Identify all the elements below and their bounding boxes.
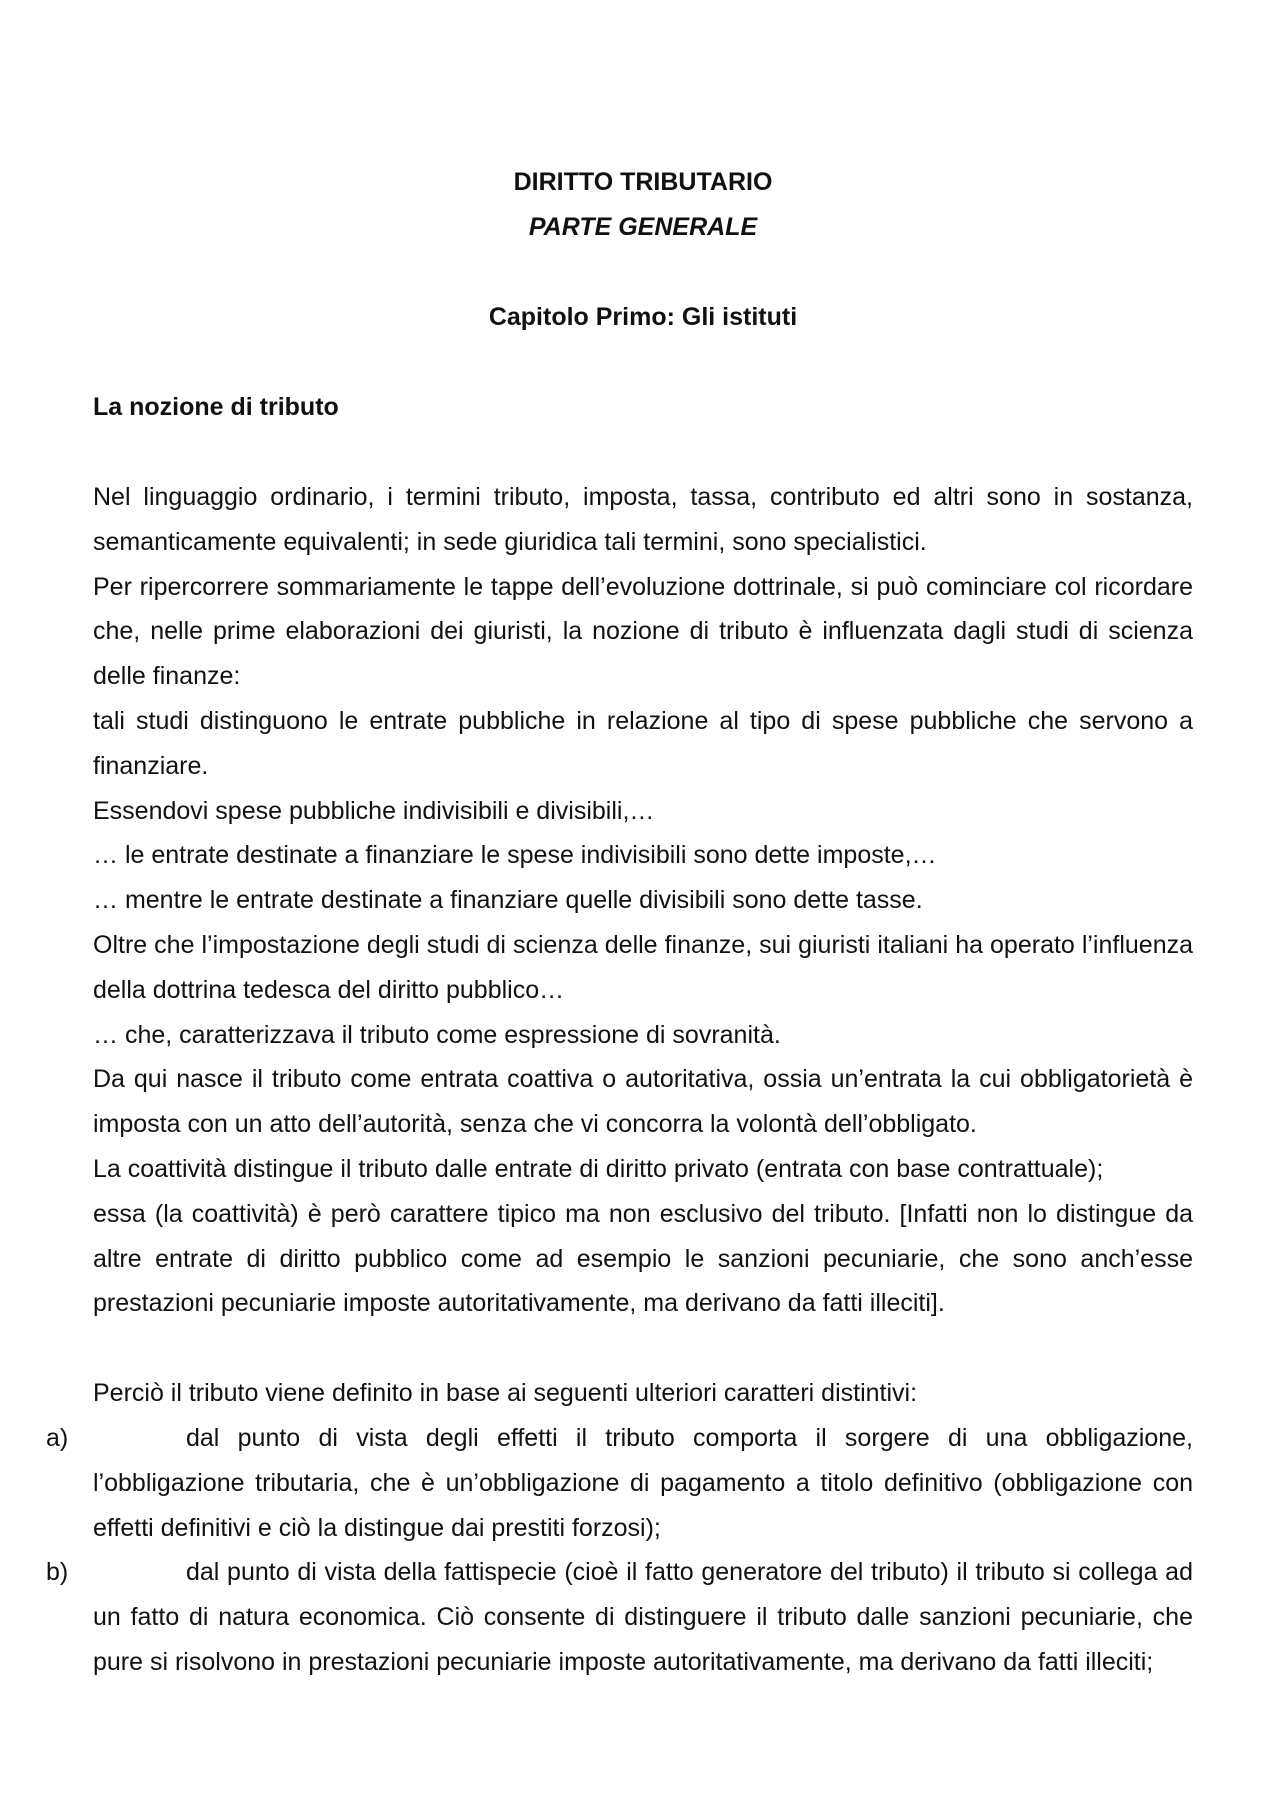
list-item-text: dal punto di vista della fattispecie (cioè il fatto generatore del tributo) il tributo si collega ad un fatto di natura economica. Ciò consente di distinguere il tributo dalle sanzioni pecuniarie, che pure si risolvono in prestazioni pecuniarie imposte autoritativamente, ma derivano da fatti illeciti; bbox=[93, 1558, 1193, 1676]
paragraph: Per ripercorrere sommariamente le tappe dell’evoluzione dottrinale, si può cominciare col ricordare che, nelle prime elaborazioni dei giuristi, la nozione di tributo è influenzata dagli studi di scienza delle finanze: bbox=[93, 572, 1193, 691]
paragraph: … che, caratterizzava il tributo come espressione di sovranità. bbox=[93, 1020, 781, 1049]
list-marker: a) bbox=[46, 1423, 69, 1452]
list-item bbox=[46, 1416, 1193, 1550]
chapter-heading: Capitolo Primo: Gli istituti bbox=[488, 303, 798, 331]
paragraph-spacer bbox=[93, 1326, 1193, 1371]
paragraph: Essendovi spese pubbliche indivisibili e divisibili,… bbox=[93, 796, 655, 825]
paragraph: … le entrate destinate a finanziare le spese indivisibili sono dette imposte,… bbox=[93, 841, 937, 870]
paragraph: tali studi distinguono le entrate pubbliche in relazione al tipo di spese pubbliche che servono a finanziare. bbox=[93, 706, 1193, 780]
document-title: DIRITTO TRIBUTARIO bbox=[513, 168, 773, 196]
paragraph: La coattività distingue il tributo dalle entrate di diritto privato (entrata con base contrattuale); bbox=[93, 1154, 1104, 1183]
document-body bbox=[46, 475, 1193, 1685]
list-marker: b) bbox=[46, 1558, 69, 1587]
paragraph: Oltre che l’impostazione degli studi di scienza delle finanze, sui giuristi italiani ha operato l’influenza della dottrina tedesca del diritto pubblico… bbox=[93, 930, 1193, 1004]
paragraph: Nel linguaggio ordinario, i termini tributo, imposta, tassa, contributo ed altri sono in sostanza, semanticamente equivalenti; in sede giuridica tali termini, sono specialistici. bbox=[93, 483, 1193, 556]
list-item-text: dal punto di vista degli effetti il tributo comporta il sorgere di una obbligazione, l’obbligazione tributaria, che è un’obbligazione di pagamento a titolo definitivo (obbligazione con effetti definitivi e ciò la distingue dai prestiti forzosi); bbox=[93, 1423, 1193, 1542]
list-item bbox=[46, 1550, 1193, 1684]
paragraph: … mentre le entrate destinate a finanziare quelle divisibili sono dette tasse. bbox=[93, 886, 923, 915]
paragraph: essa (la coattività) è però carattere tipico ma non esclusivo del tributo. [Infatti non lo distingue da altre entrate di diritto pubblico come ad esempio le sanzioni pecuniarie, che sono anch’esse prestazioni pecuniarie imposte autoritativamente, ma derivano da fatti illeciti]. bbox=[93, 1199, 1193, 1318]
list-intro: Perciò il tributo viene definito in base ai seguenti ulteriori caratteri distintivi: bbox=[93, 1379, 918, 1408]
document-subtitle: PARTE GENERALE bbox=[528, 213, 758, 241]
paragraph: Da qui nasce il tributo come entrata coattiva o autoritativa, ossia un’entrata la cui obbligatorietà è imposta con un atto dell’autorità, senza che vi concorra la volontà dell’obbligato. bbox=[93, 1065, 1193, 1139]
section-heading: La nozione di tributo bbox=[93, 393, 339, 421]
